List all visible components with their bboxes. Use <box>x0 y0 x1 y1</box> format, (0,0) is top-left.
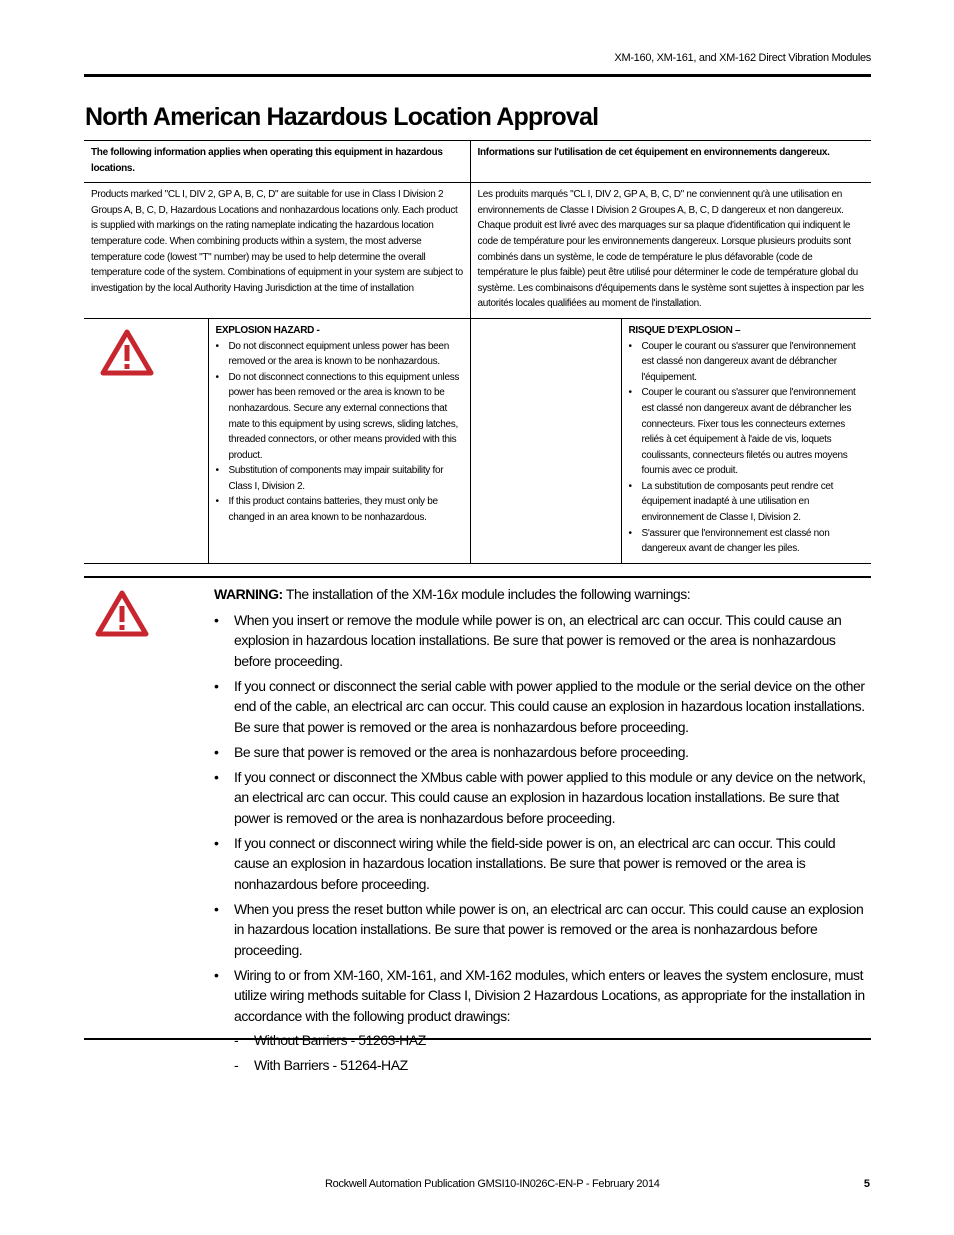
en-heading: The following information applies when operating this equipment in hazardous locations. <box>91 147 443 174</box>
en-hazard-cell <box>208 318 470 563</box>
list-item: • When you insert or remove the module while power is on, an electrical arc can occur. This could cause an explosion in hazardous location installations. Be sure that power is removed or the area is nonhazardous before proceeding. <box>214 610 870 672</box>
warning-box <box>84 576 871 1073</box>
list-item <box>214 965 870 1076</box>
list-item: • Do not disconnect connections to this equipment unless power has been removed or the area is known to be nonhazardous. Secure any external connections that mate to this equipment by using screws, sliding latches, threaded connectors, or other means provided with this product. <box>216 370 464 464</box>
drawings-list <box>234 1030 870 1076</box>
en-body-text: Products marked "CL I, DIV 2, GP A, B, C, D" are suitable for use in Class I Division 2 Groups A, B, C, D, Hazardous Locations and nonhazardous locations only. Each product is supplied with markings on the rating nameplate indicating the hazardous location temperature code. When combining products within a system, the most adverse temperature code (lowest "T" number) may be used to help determine the overall temperature code of the system. Combinations of equipment in your system are subject to investigation by the local Authority Having Jurisdiction at the time of installation <box>91 189 463 294</box>
page-title: North American Hazardous Location Approval <box>85 103 599 131</box>
wiring-item-text: Wiring to or from XM-160, XM-161, and XM-162 modules, which enters or leaves the system enclosure, must utilize wiring methods suitable for Class I, Division 2 Hazardous Locations, as appropriate for the installation in accordance with the following product drawings: <box>234 966 865 1024</box>
list-item: • If you connect or disconnect the serial cable with power applied to the module or the serial device on the other end of the cable, an electrical arc can occur. This could cause an explosion in hazardous location installations. Be sure that power is removed or the area is nonhazardous before proceeding. <box>214 676 870 738</box>
en-hazard-list <box>216 339 464 526</box>
fr-icon-cell <box>470 318 621 563</box>
en-icon-cell <box>84 318 208 563</box>
list-item: • Substitution of components may impair suitability for Class I, Division 2. <box>216 463 464 494</box>
fr-hazard-title: RISQUE D’EXPLOSION – <box>628 324 741 336</box>
warning-intro <box>214 584 870 605</box>
table-heading-row <box>84 141 871 183</box>
drawing-item: - With Barriers - 51264-HAZ <box>234 1055 870 1076</box>
list-item: • If you connect or disconnect the XMbus cable with power applied to this module or any device on the network, an electrical arc can occur. This could cause an explosion in hazardous location installations. Be sure that power is removed or the area is nonhazardous before proceeding. <box>214 767 870 829</box>
table-body-row <box>84 183 871 319</box>
hazardous-location-table <box>84 140 871 564</box>
header-rule <box>84 74 871 77</box>
running-header: XM-160, XM-161, and XM-162 Direct Vibration Modules <box>614 52 871 64</box>
fr-heading: Informations sur l'utilisation de cet équipement en environnements dangereux. <box>477 147 830 158</box>
fr-heading-cell <box>470 141 871 183</box>
list-item: • Be sure that power is removed or the area is nonhazardous before proceeding. <box>214 742 870 763</box>
warning-intro-variable: x <box>451 586 458 602</box>
list-item: • Do not disconnect equipment unless power has been removed or the area is known to be nonhazardous. <box>216 339 464 370</box>
list-item: • S'assurer que l'environnement est classé non dangereux avant de changer les piles. <box>629 526 866 557</box>
page-number: 5 <box>863 1178 870 1190</box>
warning-intro-text: The installation of the XM-16 <box>282 586 452 602</box>
list-item: • Couper le courant ou s'assurer que l'environnement est classé non dangereux avant de débrancher les connecteurs. Fixer tous les connecteurs externes reliés à cet équipement à l'aide de vis, loquets coulissants, connecteurs filetés ou autres moyens fournis avec ce produit. <box>629 385 866 479</box>
warning-triangle-icon <box>99 328 155 378</box>
fr-hazard-list <box>629 339 866 557</box>
en-body-cell <box>84 183 470 319</box>
warning-content <box>214 584 870 1080</box>
footer-publication: Rockwell Automation Publication GMSI10-IN026C-EN-P - February 2014 <box>325 1178 660 1190</box>
warning-list <box>214 610 870 1076</box>
table-hazard-row <box>84 318 871 563</box>
en-heading-cell <box>84 141 470 183</box>
warning-label: WARNING: <box>214 586 283 602</box>
warning-intro-text-end: module includes the following warnings: <box>457 586 691 602</box>
list-item: • Couper le courant ou s'assurer que l'environnement est classé non dangereux avant de débrancher l'équipement. <box>629 339 866 386</box>
drawing-item: - Without Barriers - 51263-HAZ <box>234 1030 870 1051</box>
list-item: • If this product contains batteries, they must only be changed in an area known to be nonhazardous. <box>216 494 464 525</box>
list-item: • If you connect or disconnect wiring while the field-side power is on, an electrical arc can occur. This could cause an explosion in hazardous location installations. Be sure that power is removed or the area is nonhazardous before proceeding. <box>214 833 870 895</box>
list-item: • La substitution de composants peut rendre cet équipement inadapté à une utilisation en environnement de Classe I, Division 2. <box>629 479 866 526</box>
warning-triangle-icon <box>94 589 150 639</box>
fr-hazard-cell <box>621 318 871 563</box>
list-item: • When you press the reset button while power is on, an electrical arc can occur. This could cause an explosion in hazardous location installations. Be sure that power is removed or the area is nonhazardous before proceeding. <box>214 899 870 961</box>
fr-body-cell <box>470 183 871 319</box>
en-hazard-title: EXPLOSION HAZARD - <box>215 324 320 336</box>
fr-body-text: Les produits marqués "CL I, DIV 2, GP A, B, C, D" ne conviennent qu'à une utilisation en environnements de Classe I Division 2 Groupes A, B, C, D dangereux et non dangereux. Chaque produit est livré avec des marquages sur sa plaque d'identification qui indiquent le code de température pour les environnements dangereux. Lorsque plusieurs produits sont combinés dans un système, le code de température le plus défavorable (code de température le plus faible) peut être utilisé pour déterminer le code de température global du système. Les combinaisons d'équipements dans le système sont sujettes à inspection par les autorités locales qualifiées au moment de l'installation. <box>477 189 864 310</box>
